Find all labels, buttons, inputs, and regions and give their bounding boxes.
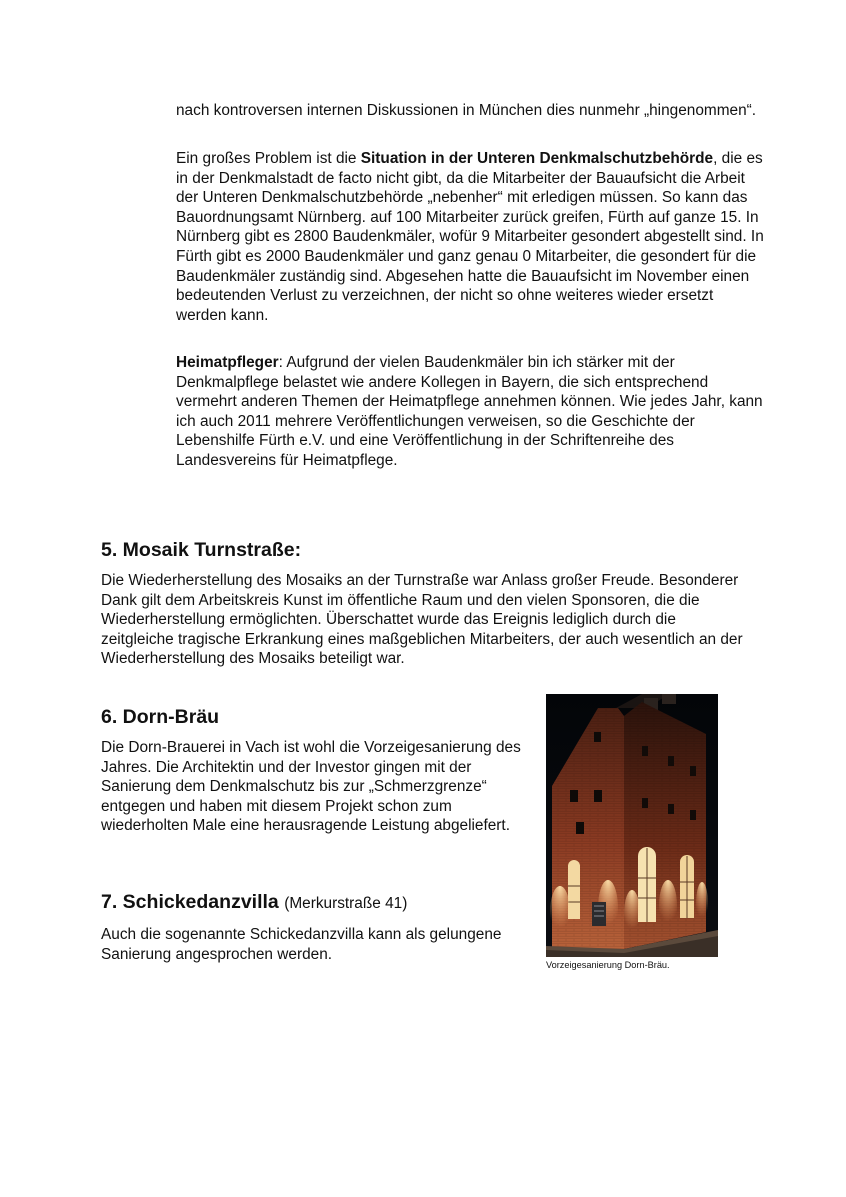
paragraph-denkmalschutzbehoerde	[176, 149, 766, 325]
continuation-text: nach kontroversen internen Diskussionen in München dies nunmehr „hingenommen“.	[176, 102, 757, 119]
section7-text: Auch die sogenannte Schickedanzvilla kann als gelungene Sanierung angesprochen werden.	[101, 926, 502, 963]
dorn-braeu-photo	[546, 694, 718, 957]
section6-body	[101, 738, 526, 836]
p3-post: : Aufgrund der vielen Baudenkmäler bin ich stärker mit der Denkmalpflege belastet wie andere Kollegen in Bayern, die sich entsprechend vermehrt anderen Themen der Heimatpflege annehmen können. Wie jedes Jahr, kann ich auch 2011 mehrere Veröffentlichungen verweisen, so die Geschichte der Lebenshilfe Fürth e.V. und eine Veröffentlichung in der Schriftenreihe des Landesvereins für Heimatpflege.	[176, 354, 763, 469]
p2-bold: Situation in der Unteren Denkmalschutzbehörde	[360, 150, 714, 167]
section6-heading: 6. Dorn-Bräu	[101, 706, 220, 728]
photo-caption: Vorzeigesanierung Dorn-Bräu.	[546, 960, 670, 970]
section7-title: 7. Schickedanzvilla	[101, 891, 279, 913]
paragraph-heimatpfleger	[176, 353, 766, 471]
intro-continuation	[176, 101, 766, 121]
p2-pre: Ein großes Problem ist die	[176, 150, 361, 167]
section5-body	[101, 571, 751, 669]
section5-heading: 5. Mosaik Turnstraße:	[101, 539, 302, 561]
p3-bold: Heimatpfleger	[176, 354, 279, 371]
p2-post: , die es in der Denkmalstadt de facto nicht gibt, da die Mitarbeiter der Bauaufsicht die Arbeit der Unteren Denkmalschutzbehörde „nebenher“ mit erledigen müssen. So kann das Bauordnungsamt Nürnberg. auf 100 Mitarbeiter zurück greifen, Fürth auf ganze 15. In Nürnberg gibt es 2800 Baudenkmäler, wofür 9 Mitarbeiter gesondert abgestellt sind. In Fürth gibt es 2000 Baudenkmäler und ganz genau 0 Mitarbeiter, die gesondert für die Baudenkmäler zuständig sind. Abgesehen hatte die Bauaufsicht im November einen bedeutenden Verlust zu verzeichnen, der nicht so ohne weiteres wieder ersetzt werden kann.	[176, 150, 764, 324]
section7-heading	[101, 891, 407, 914]
section7-subtitle: (Merkurstraße 41)	[284, 895, 408, 912]
section7-body	[101, 925, 526, 964]
section5-text: Die Wiederherstellung des Mosaiks an der Turnstraße war Anlass großer Freude. Besonderer Dank gilt dem Arbeitskreis Kunst im öffentliche Raum und den vielen Sponsoren, die die Wiederherstellung ermöglichten. Überschattet wurde das Ereignis lediglich durch die zeitgleiche tragische Erkrankung eines maßgeblichen Mitarbeiters, der auch wesentlich an der Wiederherstellung des Mosaiks beteiligt war.	[101, 572, 743, 668]
section6-text: Die Dorn-Brauerei in Vach ist wohl die Vorzeigesanierung des Jahres. Die Architektin und der Investor gingen mit der Sanierung dem Denkmalschutz bis zur „Schmerzgrenze“ entgegen und haben mit diesem Projekt schon zum wiederholten Male eine herausragende Leistung abgeliefert.	[101, 739, 521, 835]
